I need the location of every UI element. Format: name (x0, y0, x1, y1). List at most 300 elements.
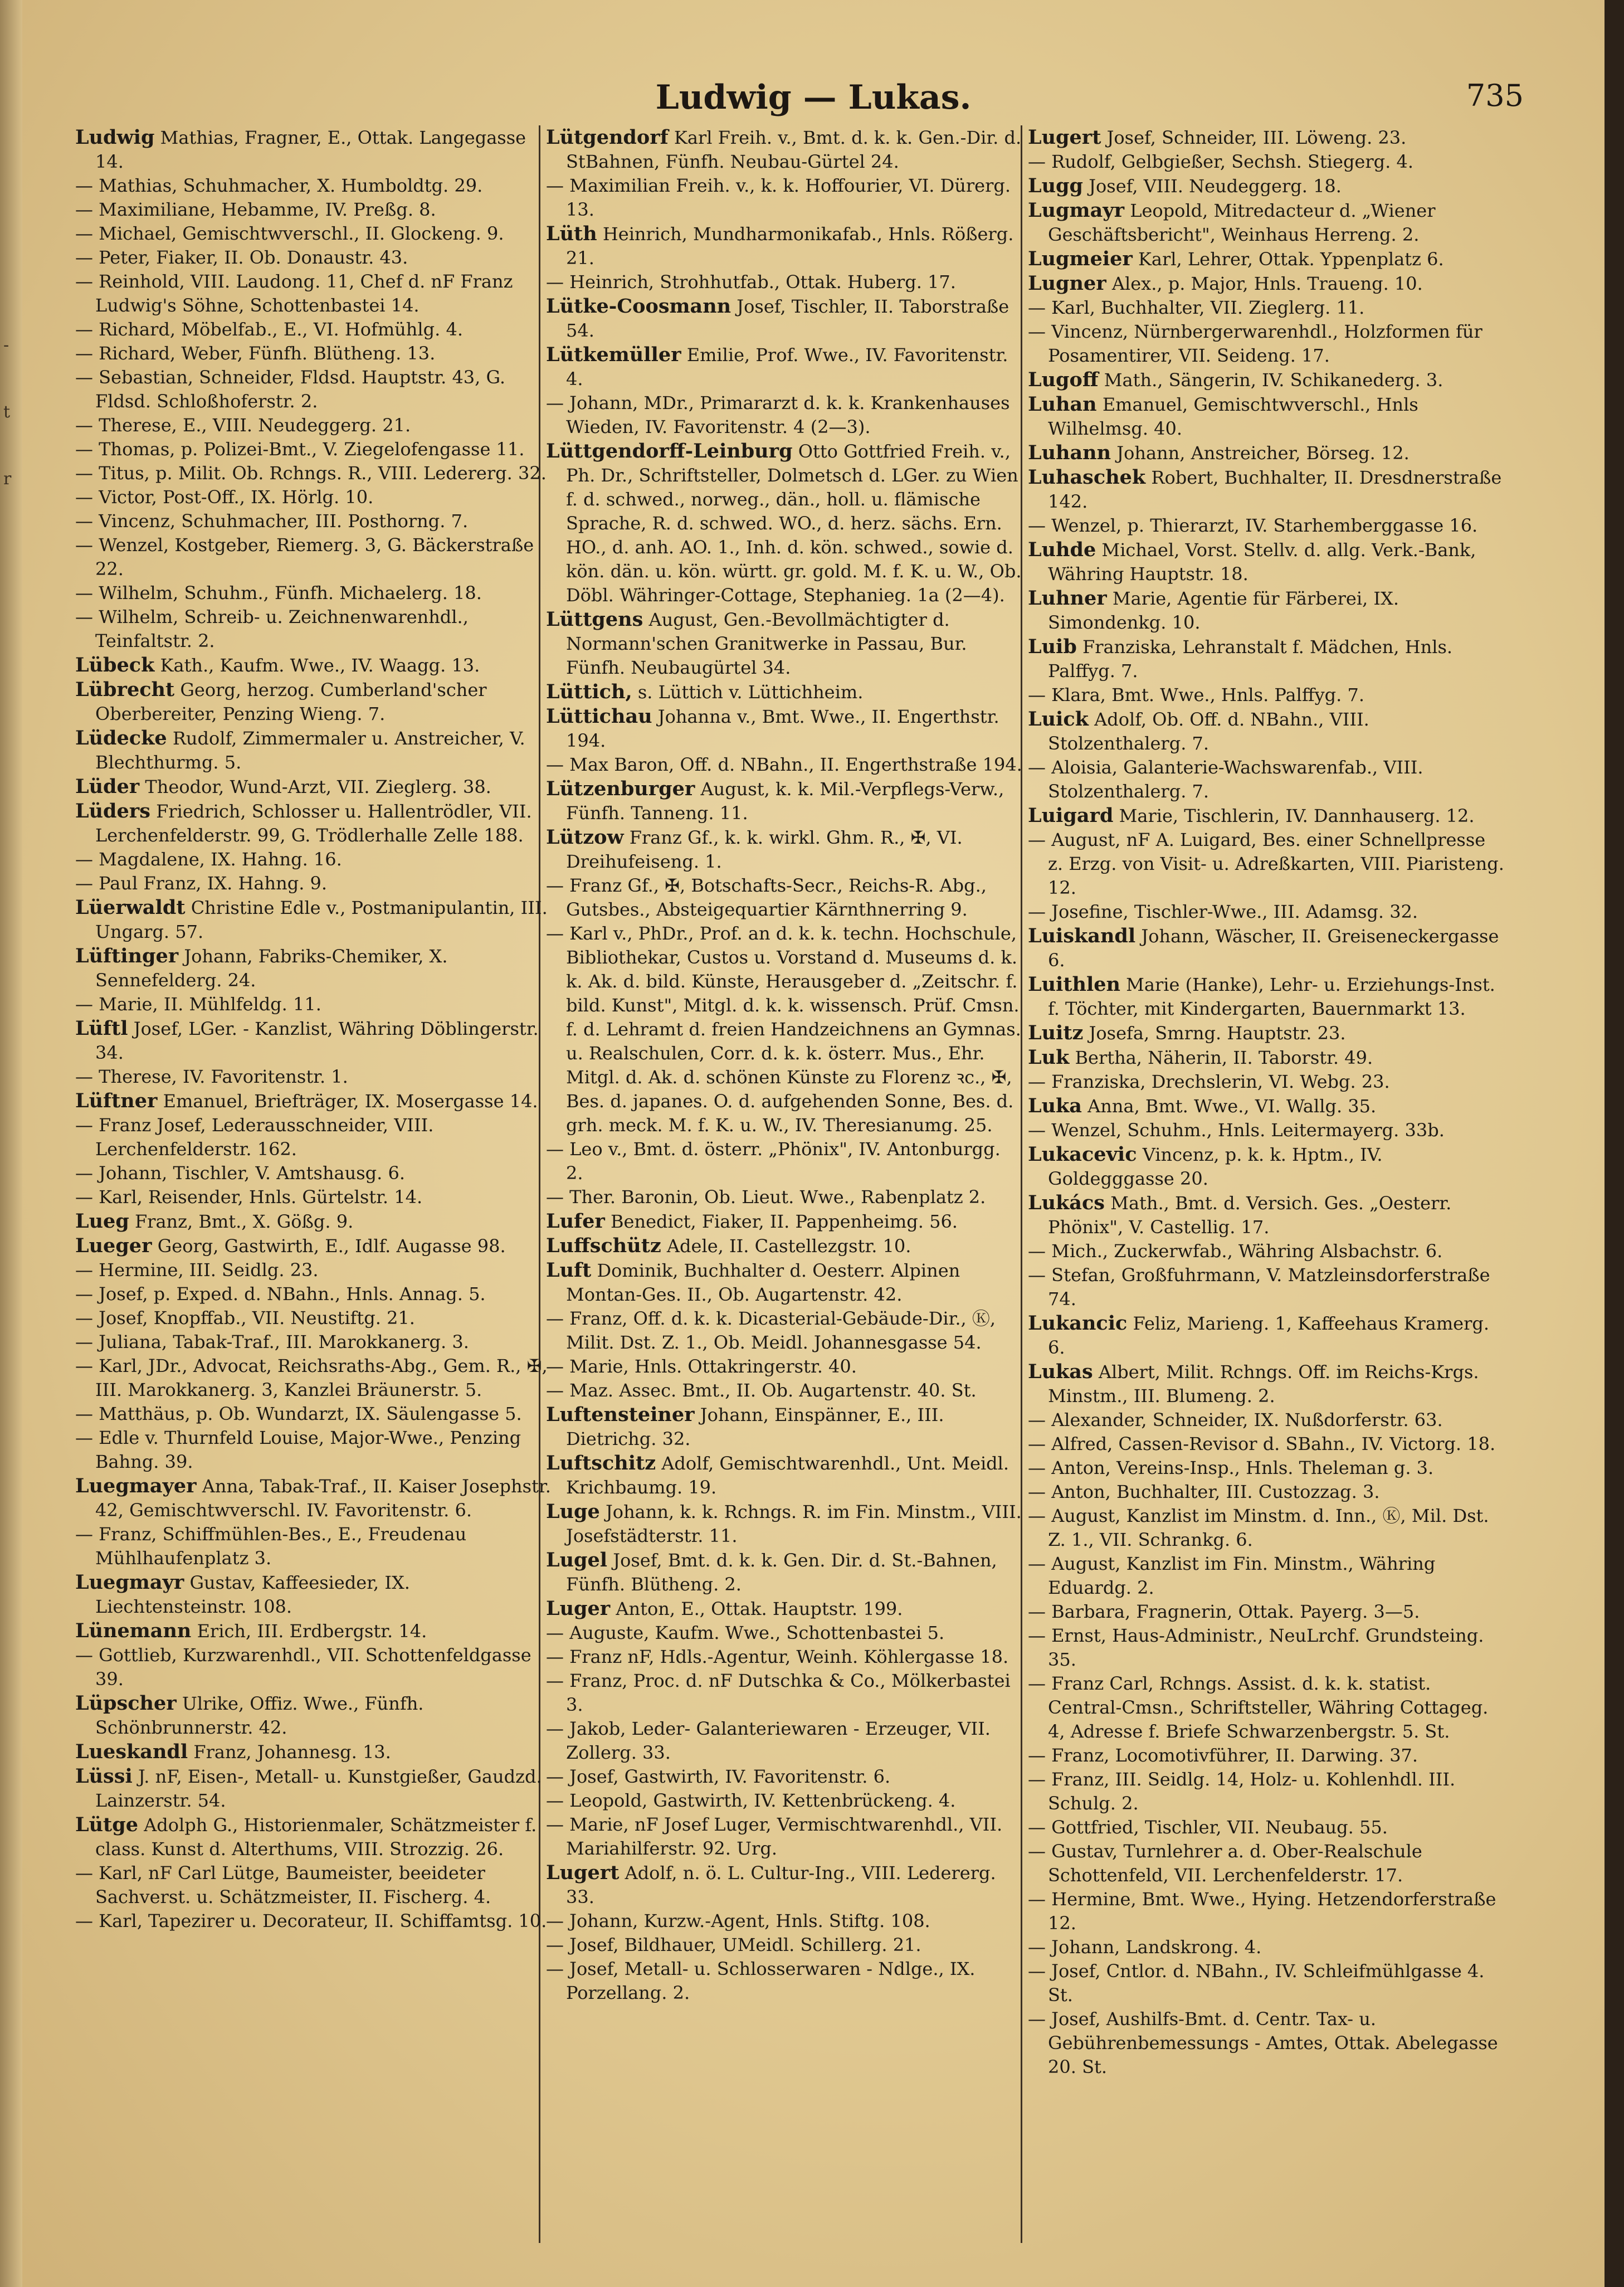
directory-entry (546, 1307, 1022, 1355)
directory-entry (546, 1957, 1022, 2005)
entry-details: — Josef, p. Exped. d. NBahn., Hnls. Annag. 5. (75, 1283, 486, 1305)
entry-surname: Lueger (75, 1234, 152, 1257)
directory-entry (75, 653, 552, 678)
entry-details: Theodor, Wund-Arzt, VII. Zieglerg. 38. (145, 776, 491, 797)
entry-details: Rudolf, Zimmermaler u. Anstreicher, V. Blechthurmg. 5. (95, 728, 525, 773)
directory-entry (1028, 150, 1504, 174)
entry-details: — Marie, nF Josef Luger, Vermischtwarenhdl., VII. Mariahilferstr. 92. Urg. (546, 1814, 1003, 1859)
entry-details: Albert, Milit. Rchngs. Off. im Reichs-Krgs. Minstm., III. Blumeng. 2. (1048, 1361, 1479, 1407)
entry-details: August, k. k. Mil.-Verpflegs-Verw., Fünfh. Tanneng. 11. (566, 778, 1004, 824)
directory-entry (546, 1548, 1022, 1597)
directory-entry (546, 391, 1022, 439)
entry-surname: Lüpscher (75, 1692, 177, 1715)
entry-details: Johann, Wäscher, II. Greiseneckergasse 6. (1048, 926, 1499, 971)
entry-surname: Luk (1028, 1046, 1070, 1069)
entry-surname: Lützenburger (546, 777, 695, 800)
directory-entry (1028, 972, 1504, 1021)
entry-details: Alex., p. Major, Hnls. Traueng. 10. (1111, 273, 1423, 294)
directory-column-2 (546, 125, 1022, 2276)
entry-details: Otto Gottfried Freih. v., Ph. Dr., Schriftsteller, Dolmetsch d. LGer. zu Wien f. d. schwed., norweg., dän., holl. u. flämische Sprache, R. d. schwed. WO., d. herz. sächs. Ern. HO., d. anh. AO. 1., Inh. d. kön. schwed., sowie d. kön. dän. u. kön. württ. gr. gold. M. f. K. u. W., Ob. Döbl. Währinger-Cottage, Stephanieg. 1a (2—4). (566, 441, 1022, 606)
entry-details: — Franz nF, Hdls.-Agentur, Weinh. Köhlergasse 18. (546, 1646, 1009, 1667)
entry-details: Michael, Vorst. Stellv. d. allg. Verk.-Bank, Währing Hauptstr. 18. (1048, 539, 1476, 585)
directory-entry (75, 1282, 552, 1306)
directory-entry (1028, 296, 1504, 320)
entry-details: August, Gen.-Bevollmächtigter d. Normann'schen Granitwerke in Passau, Bur. Fünfh. Neubaugürtel 34. (566, 609, 967, 678)
entry-details: — August, nF A. Luigard, Bes. einer Schnellpresse z. Erzg. von Visit- u. Adreßkarten, VIII. Piaristeng. 12. (1028, 829, 1504, 898)
entry-surname: Luge (546, 1500, 600, 1523)
entry-surname: Lüerwaldt (75, 896, 186, 919)
entry-details: — Johann, Tischler, V. Amtshausg. 6. (75, 1162, 406, 1184)
directory-entry (75, 775, 552, 799)
entry-surname: Lüftinger (75, 945, 179, 967)
directory-entry (75, 1691, 552, 1740)
entry-surname: Luegmayer (75, 1475, 197, 1497)
directory-entry (75, 437, 552, 461)
directory-entry (546, 1861, 1022, 1909)
entry-details: — Franz, Off. d. k. k. Dicasterial-Gebäude-Dir., Ⓚ, Milit. Dst. Z. 1., Ob. Meidl. Johannesgasse 54. (546, 1308, 996, 1353)
directory-entry (75, 1570, 552, 1619)
directory-entry (75, 1522, 552, 1570)
entry-details: — Franz, III. Seidlg. 14, Holz- u. Kohlenhdl. III. Schulg. 2. (1028, 1769, 1456, 1814)
directory-entry (1028, 756, 1504, 804)
entry-details: — Anton, Vereins-Insp., Hnls. Theleman g. 3. (1028, 1457, 1434, 1478)
entry-surname: Lüttichau (546, 705, 652, 728)
directory-entry (1028, 635, 1504, 683)
entry-details: Leopold, Mitredacteur d. „Wiener Geschäftsbericht", Weinhaus Herreng. 2. (1048, 200, 1436, 245)
directory-entry (1028, 1935, 1504, 1959)
directory-entry (1028, 465, 1504, 514)
directory-entry (1028, 1600, 1504, 1624)
entry-details: — Johann, Kurzw.-Agent, Hnls. Stiftg. 108. (546, 1910, 930, 1931)
entry-details: — Gottlieb, Kurzwarenhdl., VII. Schottenfeldgasse 39. (75, 1644, 531, 1690)
entry-surname: Luhner (1028, 587, 1107, 610)
entry-details: Emanuel, Briefträger, IX. Mosergasse 14. (163, 1091, 538, 1112)
entry-details: — Matthäus, p. Ob. Wundarzt, IX. Säulengasse 5. (75, 1403, 522, 1424)
directory-entry (1028, 271, 1504, 296)
directory-entry (75, 1861, 552, 1909)
entry-surname: Lübeck (75, 654, 155, 677)
entry-details: — Maz. Assec. Bmt., II. Ob. Augartenstr. 40. St. (546, 1380, 977, 1401)
directory-entry (75, 1161, 552, 1185)
entry-details: Christine Edle v., Postmanipulantin, III. Ungarg. 57. (95, 897, 548, 942)
entry-surname: Lütkemüller (546, 343, 681, 366)
entry-surname: Lüftl (75, 1017, 128, 1040)
entry-details: Heinrich, Mundharmonikafab., Hnls. Rößerg. 21. (566, 223, 1014, 269)
entry-details: Franziska, Lehranstalt f. Mädchen, Hnls. Palffyg. 7. (1048, 636, 1453, 682)
directory-entry (75, 1643, 552, 1691)
entry-details: — Auguste, Kaufm. Wwe., Schottenbastei 5. (546, 1622, 945, 1643)
entry-details: Anna, Bmt. Wwe., VI. Wallg. 35. (1087, 1096, 1377, 1117)
entry-details: Johanna v., Bmt. Wwe., II. Engerthstr. 194. (566, 706, 999, 751)
entry-details: — Barbara, Fragnerin, Ottak. Payerg. 3—5. (1028, 1601, 1420, 1622)
directory-entry (1028, 1672, 1504, 1744)
page-number: 735 (1466, 78, 1524, 113)
entry-details: Franz Gf., k. k. wirkl. Ghm. R., ✠, VI. Dreihufeiseng. 1. (566, 827, 963, 872)
directory-entry (1028, 198, 1504, 247)
entry-details: Ulrike, Offiz. Wwe., Fünfh. Schönbrunnerstr. 42. (95, 1693, 424, 1738)
entry-surname: Lukas (1028, 1360, 1093, 1383)
directory-entry (1028, 1191, 1504, 1239)
entry-details: Karl Freih. v., Bmt. d. k. k. Gen.-Dir. d. StBahnen, Fünfh. Neubau-Gürtel 24. (566, 127, 1022, 172)
entry-details: Benedict, Fiaker, II. Pappenheimg. 56. (611, 1211, 958, 1232)
directory-entry (1028, 1263, 1504, 1311)
entry-details: — Ernst, Haus-Administr., NeuLrchf. Grundsteing. 35. (1028, 1625, 1484, 1670)
entry-details: — Mich., Zuckerwfab., Währing Alsbachstr. 6. (1028, 1240, 1443, 1262)
directory-entry (1028, 707, 1504, 756)
entry-details: Franz, Johannesg. 13. (193, 1741, 391, 1763)
entry-surname: Lugmeier (1028, 247, 1133, 270)
entry-details: — Josef, Gastwirth, IV. Favoritenstr. 6. (546, 1766, 891, 1787)
entry-details: — Alexander, Schneider, IX. Nußdorferstr. 63. (1028, 1409, 1443, 1430)
entry-surname: Luhaschek (1028, 466, 1146, 489)
entry-details: — Johann, MDr., Primararzt d. k. k. Krankenhauses Wieden, IV. Favoritenstr. 4 (2—3). (546, 392, 1010, 437)
directory-entry (75, 533, 552, 581)
entry-details: — Franz Gf., ✠, Botschafts-Secr., Reichs-R. Abg., Gutsbes., Absteigequartier Kärnthnerring 9. (546, 875, 987, 920)
entry-surname: Lugert (546, 1861, 620, 1884)
directory-entry (75, 1065, 552, 1089)
entry-details: — Mathias, Schuhmacher, X. Humboldtg. 29. (75, 175, 483, 196)
directory-entry (546, 825, 1022, 874)
entry-details: — Leopold, Gastwirth, IV. Kettenbrückeng. 4. (546, 1790, 956, 1811)
directory-entry (75, 799, 552, 848)
directory-entry (1028, 1045, 1504, 1070)
entry-details: — Michael, Gemischtwverschl., II. Glockeng. 9. (75, 223, 504, 244)
directory-entry (75, 246, 552, 270)
entry-surname: Lufer (546, 1210, 605, 1233)
directory-entry (75, 509, 552, 533)
directory-entry (546, 174, 1022, 222)
directory-entry (75, 1258, 552, 1282)
directory-entry (75, 342, 552, 366)
entry-surname: Lünemann (75, 1619, 192, 1642)
directory-entry (546, 222, 1022, 270)
directory-entry (1028, 1816, 1504, 1840)
entry-details: — Gustav, Turnlehrer a. d. Ober-Realschule Schottenfeld, VII. Lerchenfelderstr. 17. (1028, 1841, 1422, 1886)
directory-entry (1028, 1624, 1504, 1672)
entry-surname: Luib (1028, 635, 1077, 658)
entry-details: Adolf, Ob. Off. d. NBahn., VIII. Stolzenthalerg. 7. (1048, 709, 1369, 754)
entry-details: — Reinhold, VIII. Laudong. 11, Chef d. nF Franz Ludwig's Söhne, Schottenbastei 14. (75, 271, 513, 316)
entry-details: Johann, Anstreicher, Börseg. 12. (1116, 442, 1410, 464)
directory-entry (75, 1619, 552, 1643)
entry-surname: Luigard (1028, 804, 1114, 827)
page-header-title: Ludwig — Lukas. (655, 78, 972, 117)
directory-entry (546, 922, 1022, 1137)
directory-entry (546, 1621, 1022, 1645)
directory-entry (75, 1740, 552, 1764)
entry-details: — Johann, Landskrong. 4. (1028, 1936, 1262, 1958)
entry-details: Adele, II. Castellezgstr. 10. (666, 1235, 911, 1257)
entry-details: — Magdalene, IX. Hahng. 16. (75, 849, 342, 870)
entry-details: — Aloisia, Galanterie-Wachswarenfab., VIII. Stolzenthalerg. 7. (1028, 757, 1423, 802)
entry-details: — Karl, JDr., Advocat, Reichsraths-Abg., Gem. R., ✠, III. Marokkanerg. 3, Kanzlei Bräunerstr. 5. (75, 1355, 548, 1400)
entry-surname: Luegmayr (75, 1571, 184, 1594)
entry-details: — Vincenz, Schuhmacher, III. Posthorng. 7. (75, 510, 469, 532)
directory-column-3 (1028, 125, 1504, 2276)
entry-details: Emanuel, Gemischtwverschl., Hnls Wilhelmsg. 40. (1048, 394, 1418, 439)
directory-entry (1028, 1021, 1504, 1045)
entry-surname: Lütge (75, 1813, 138, 1836)
directory-entry (75, 222, 552, 246)
entry-surname: Lugel (546, 1549, 608, 1571)
directory-entry (1028, 1959, 1504, 2007)
entry-details: — Wenzel, p. Thierarzt, IV. Starhemberggasse 16. (1028, 515, 1478, 536)
directory-entry (1028, 828, 1504, 900)
entry-details: Dominik, Buchhalter d. Oesterr. Alpinen Montan-Ges. II., Ob. Augartenstr. 42. (566, 1260, 960, 1305)
directory-entry (75, 318, 552, 342)
entry-details: Vincenz, p. k. k. Hptm., IV. Goldegggasse 20. (1048, 1144, 1383, 1189)
directory-entry (546, 1379, 1022, 1403)
entry-details: — Jakob, Leder- Galanteriewaren - Erzeuger, VII. Zollerg. 33. (546, 1718, 991, 1763)
entry-details: Mathias, Fragner, E., Ottak. Langegasse 14. (95, 127, 526, 172)
entry-details: — Edle v. Thurnfeld Louise, Major-Wwe., Penzing Bahng. 39. (75, 1427, 521, 1472)
entry-surname: Luiskandl (1028, 924, 1136, 947)
directory-entry (75, 1354, 552, 1402)
directory-entry (75, 678, 552, 726)
entry-details: — Josef, Aushilfs-Bmt. d. Centr. Tax- u. Gebührenbemessungs - Amtes, Ottak. Abelegasse 20. St. (1028, 2008, 1498, 2077)
directory-entry (1028, 441, 1504, 465)
entry-details: — Josef, Bildhauer, UMeidl. Schillerg. 21. (546, 1934, 921, 1955)
directory-entry (75, 896, 552, 944)
entry-details: — Juliana, Tabak-Traf., III. Marokkanerg. 3. (75, 1331, 469, 1352)
directory-entry (75, 125, 552, 174)
entry-details: — Rudolf, Gelbgießer, Sechsh. Stiegerg. 4. (1028, 151, 1414, 172)
entry-surname: Lüdecke (75, 727, 167, 750)
entry-details: — Hermine, Bmt. Wwe., Hying. Hetzendorferstraße 12. (1028, 1889, 1496, 1934)
margin-marks (3, 312, 19, 513)
entry-surname: Lütke-Coosmann (546, 295, 731, 318)
directory-entry (546, 1669, 1022, 1717)
entry-details: Marie (Hanke), Lehr- u. Erziehungs-Inst. f. Töchter, mit Kindergarten, Bauernmarkt 13. (1048, 974, 1495, 1019)
entry-surname: Lugner (1028, 272, 1106, 295)
entry-details: — Hermine, III. Seidlg. 23. (75, 1259, 319, 1281)
directory-entry (75, 581, 552, 605)
directory-entry (546, 343, 1022, 391)
entry-details: — Karl, Reisender, Hnls. Gürtelstr. 14. (75, 1186, 423, 1208)
entry-details: — Marie, Hnls. Ottakringerstr. 40. (546, 1356, 857, 1377)
directory-entry (1028, 1239, 1504, 1263)
directory-entry (546, 1500, 1022, 1548)
entry-details: — Karl, Tapezirer u. Decorateur, II. Schiffamtsg. 10. (75, 1910, 547, 1931)
directory-column-1 (75, 125, 552, 2276)
entry-details: — Josef, Knopffab., VII. Neustiftg. 21. (75, 1307, 415, 1329)
entry-details: — Marie, II. Mühlfeldg. 11. (75, 994, 321, 1015)
directory-entry (546, 1258, 1022, 1307)
entry-details: — Karl v., PhDr., Prof. an d. k. k. techn. Hochschule, Bibliothekar, Custos u. Vorstand d. Museums d. k. k. Ak. d. bild. Künste, Herausgeber d. „Zeitschr. f. bild. Kunst", Mitgl. d. k. k. wissensch. Prüf. Cmsn. f. d. Lehramt d. freien Handzeichnens an Gymnas. u. Realschulen, Corr. d. k. k. österr. Mus., Ehr. Mitgl. d. Ak. d. schönen Künste zu Florenz ꝛc., ✠, Bes. d. japanes. O. d. aufgehenden Sonne, Bes. d. grh. meck. M. f. K. u. W., IV. Theresianumg. 25. (546, 923, 1021, 1136)
entry-details: — Vincenz, Nürnbergerwarenhdl., Holzformen für Posamentirer, VII. Seideng. 17. (1028, 321, 1482, 366)
directory-entry (546, 680, 1022, 704)
directory-entry (75, 726, 552, 775)
directory-entry (1028, 1840, 1504, 1887)
directory-entry (75, 992, 552, 1016)
directory-entry (75, 1113, 552, 1161)
entry-details: Josef, LGer. - Kanzlist, Währing Döblingerstr. 34. (95, 1018, 539, 1063)
directory-entry (1028, 586, 1504, 635)
entry-details: — Josef, Cntlor. d. NBahn., IV. Schleifmühlgasse 4. St. (1028, 1960, 1485, 2006)
entry-details: — Franziska, Drechslerin, VI. Webg. 23. (1028, 1071, 1390, 1092)
entry-surname: Ludwig (75, 126, 155, 149)
directory-entry (75, 1089, 552, 1113)
directory-entry (1028, 1094, 1504, 1118)
directory-entry (1028, 1480, 1504, 1504)
entry-details: Adolf, Gemischtwarenhdl., Unt. Meidl. Krichbaumg. 19. (566, 1453, 1009, 1498)
entry-surname: Lukancic (1028, 1312, 1128, 1335)
directory-entry (546, 1209, 1022, 1234)
entry-details: Karl, Lehrer, Ottak. Yppenplatz 6. (1138, 249, 1444, 270)
directory-entry (546, 1789, 1022, 1813)
entry-details: — Stefan, Großfuhrmann, V. Matzleinsdorferstraße 74. (1028, 1264, 1490, 1310)
entry-details: — Richard, Weber, Fünfh. Blütheng. 13. (75, 343, 436, 364)
entry-details: Gustav, Kaffeesieder, IX. Liechtensteinstr. 108. (95, 1572, 410, 1617)
directory-entry (546, 1645, 1022, 1669)
directory-entry (75, 872, 552, 896)
directory-entry (546, 753, 1022, 777)
entry-details: s. Lüttich v. Lüttichheim. (637, 682, 864, 703)
entry-details: Erich, III. Erdbergstr. 14. (197, 1621, 427, 1642)
entry-details: — Paul Franz, IX. Hahng. 9. (75, 873, 328, 894)
directory-entry (1028, 514, 1504, 538)
entry-surname: Luhan (1028, 393, 1097, 416)
entry-surname: Lüssi (75, 1765, 133, 1788)
entry-details: Emilie, Prof. Wwe., IV. Favoritenstr. 4. (566, 344, 1008, 390)
directory-entry (75, 174, 552, 198)
entry-details: — Max Baron, Off. d. NBahn., II. Engerthstraße 194. (546, 754, 1022, 775)
entry-details: — Josef, Metall- u. Schlosserwaren - Ndlge., IX. Porzellang. 2. (546, 1958, 976, 2003)
directory-entry (546, 1717, 1022, 1765)
directory-entry (1028, 1408, 1504, 1432)
directory-entry (75, 605, 552, 653)
directory-entry (1028, 538, 1504, 586)
entry-details: — Sebastian, Schneider, Fldsd. Hauptstr. 43, G. Fldsd. Schloßhoferstr. 2. (75, 367, 506, 412)
directory-entry (546, 1909, 1022, 1933)
directory-entry (546, 1234, 1022, 1258)
directory-entry (75, 1306, 552, 1330)
directory-entry (546, 125, 1022, 174)
entry-surname: Luft (546, 1259, 592, 1282)
entry-details: — Titus, p. Milit. Ob. Rchngs. R., VIII. Ledererg. 32. (75, 463, 547, 484)
entry-details: — Josefine, Tischler-Wwe., III. Adamsg. 32. (1028, 901, 1418, 922)
entry-details: — Wenzel, Schuhm., Hnls. Leitermayerg. 33b. (1028, 1120, 1445, 1141)
entry-details: — Richard, Möbelfab., E., VI. Hofmühlg. 4. (75, 319, 463, 340)
entry-surname: Luftensteiner (546, 1403, 695, 1426)
directory-entry (546, 1355, 1022, 1379)
entry-surname: Lüftner (75, 1089, 158, 1112)
directory-entry (75, 1402, 552, 1426)
directory-entry (1028, 247, 1504, 271)
directory-entry (75, 1185, 552, 1209)
entry-details: — Wenzel, Kostgeber, Riemerg. 3, G. Bäckerstraße 22. (75, 534, 534, 580)
directory-entry (75, 1426, 552, 1474)
entry-surname: Luffschütz (546, 1234, 661, 1257)
entry-details: Marie, Tischlerin, IV. Dannhauserg. 12. (1119, 805, 1475, 826)
directory-entry (546, 1185, 1022, 1209)
entry-details: — Ther. Baronin, Ob. Lieut. Wwe., Rabenplatz 2. (546, 1186, 986, 1208)
directory-entry (75, 944, 552, 992)
directory-entry (1028, 1070, 1504, 1094)
directory-entry (1028, 1887, 1504, 1935)
entry-surname: Lüttich, (546, 680, 632, 703)
entry-details: — Maximilian Freih. v., k. k. Hoffourier, VI. Dürerg. 13. (546, 175, 1011, 220)
entry-surname: Luick (1028, 708, 1089, 731)
entry-details: Johann, Einspänner, E., III. Dietrichg. 32. (566, 1404, 944, 1449)
entry-details: Josef, Bmt. d. k. k. Gen. Dir. d. St.-Bahnen, Fünfh. Blütheng. 2. (566, 1550, 997, 1595)
directory-entry (75, 413, 552, 437)
entry-details: Johann, k. k. Rchngs. R. im Fin. Minstm., VIII. Josefstädterstr. 11. (566, 1501, 1022, 1546)
entry-details: Josef, Schneider, III. Löweng. 23. (1106, 127, 1407, 148)
entry-surname: Lüttgendorff-Leinburg (546, 440, 793, 463)
directory-entry (75, 270, 552, 318)
directory-entry (75, 1330, 552, 1354)
directory-entry (1028, 924, 1504, 972)
entry-details: — Franz, Locomotivführer, II. Darwing. 37. (1028, 1745, 1418, 1766)
directory-entry (1028, 320, 1504, 368)
directory-entry (75, 198, 552, 222)
entry-details: Feliz, Marieng. 1, Kaffeehaus Kramerg. 6. (1048, 1313, 1490, 1358)
directory-entry (546, 1765, 1022, 1789)
entry-details: Math., Sängerin, IV. Schikanederg. 3. (1104, 369, 1443, 391)
entry-surname: Lugert (1028, 126, 1101, 149)
directory-entry (1028, 1432, 1504, 1456)
directory-entry (1028, 392, 1504, 441)
directory-entry (546, 874, 1022, 922)
directory-entry (75, 1813, 552, 1861)
entry-details: Adolph G., Historienmaler, Schätzmeister f. class. Kunst d. Alterthums, VIII. Strozzig. 26. (95, 1814, 537, 1860)
directory-entry (546, 1597, 1022, 1621)
entry-details: — Victor, Post-Off., IX. Hörlg. 10. (75, 486, 374, 508)
entry-surname: Luhann (1028, 441, 1111, 464)
entry-surname: Lukacevic (1028, 1143, 1137, 1166)
directory-entry (75, 1234, 552, 1258)
directory-entry (546, 1137, 1022, 1185)
entry-surname: Luger (546, 1597, 611, 1620)
entry-surname: Lübrecht (75, 678, 175, 701)
entry-details: Josefa, Smrng. Hauptstr. 23. (1089, 1023, 1346, 1044)
entry-details: — Gottfried, Tischler, VII. Neubaug. 55. (1028, 1817, 1388, 1838)
entry-surname: Luhde (1028, 538, 1096, 561)
directory-entry (546, 1403, 1022, 1451)
directory-entry (75, 461, 552, 485)
entry-details: Anton, E., Ottak. Hauptstr. 199. (616, 1598, 903, 1619)
entry-details: Adolf, n. ö. L. Cultur-Ing., VIII. Ledererg. 33. (566, 1862, 996, 1908)
directory-entry (1028, 900, 1504, 924)
entry-details: — Karl, Buchhalter, VII. Zieglerg. 11. (1028, 297, 1365, 318)
directory-entry (1028, 1118, 1504, 1142)
directory-entry (75, 1909, 552, 1933)
entry-details: — August, Kanzlist im Minstm. d. Inn., Ⓚ, Mil. Dst. Z. 1., VII. Schrankg. 6. (1028, 1505, 1489, 1550)
entry-details: — Franz, Schiffmühlen-Bes., E., Freudenau Mühlhaufenplatz 3. (75, 1524, 467, 1569)
entry-details: — Klara, Bmt. Wwe., Hnls. Palffyg. 7. (1028, 684, 1364, 705)
entry-details: Math., Bmt. d. Versich. Ges. „Oesterr. Phönix", V. Castellig. 17. (1048, 1193, 1452, 1238)
directory-entry (75, 485, 552, 509)
directory-entry (546, 439, 1022, 607)
entry-details: — Wilhelm, Schuhm., Fünfh. Michaelerg. 18. (75, 582, 482, 604)
directory-entry (1028, 125, 1504, 150)
entry-details: — Wilhelm, Schreib- u. Zeichnenwarenhdl., Teinfaltstr. 2. (75, 606, 469, 651)
entry-details: Johann, Fabriks-Chemiker, X. Sennefelderg. 24. (95, 946, 448, 991)
directory-entry (1028, 1744, 1504, 1768)
entry-surname: Lueg (75, 1210, 129, 1233)
directory-entry (1028, 1142, 1504, 1191)
directory-entry (1028, 1504, 1504, 1552)
directory-entry (1028, 1768, 1504, 1816)
entry-details: — Karl, nF Carl Lütge, Baumeister, beeideter Sachverst. u. Schätzmeister, II. Fischerg. 4. (75, 1862, 491, 1908)
entry-surname: Lütgendorf (546, 126, 669, 149)
entry-details: Bertha, Näherin, II. Taborstr. 49. (1075, 1047, 1373, 1068)
directory-entry (1028, 683, 1504, 707)
entry-details: Anna, Tabak-Traf., II. Kaiser Josephstr. 42, Gemischtwverschl. IV. Favoritenstr. 6. (95, 1476, 551, 1521)
entry-surname: Luitz (1028, 1021, 1084, 1044)
directory-entry (1028, 804, 1504, 828)
